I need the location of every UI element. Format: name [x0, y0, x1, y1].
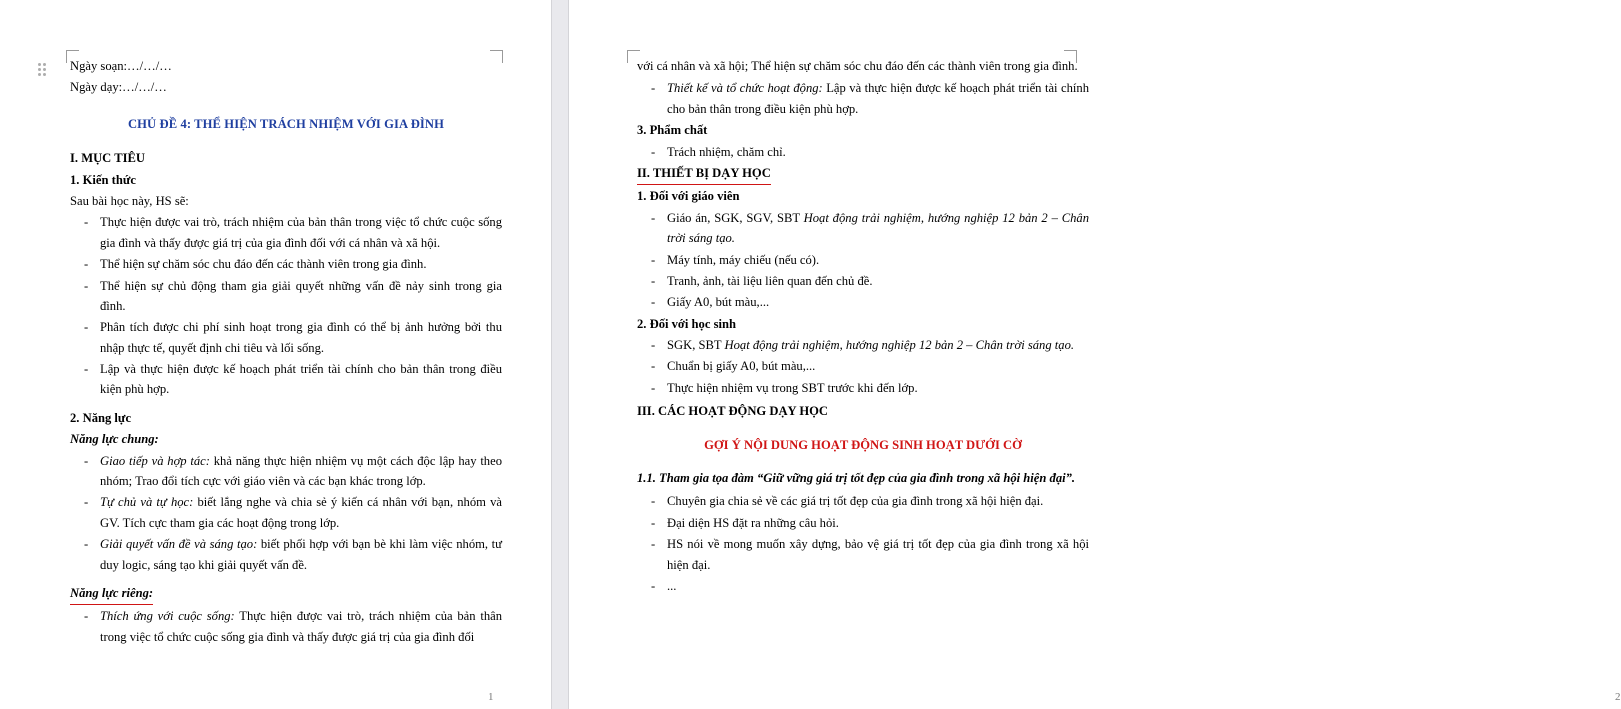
list-item [637, 250, 1089, 270]
subsection-heading-nang-luc: 2. Năng lực [70, 410, 132, 425]
list-item: - Thực hiện được vai trò, trách nhiệm của bản thân trong việc tổ chức cuộc sống gia đình và thấy được giá trị của gia đình đối với cá nhân và xã hội. [70, 212, 502, 253]
section-heading-thiet-bi [637, 163, 1089, 185]
item-italic: Hoạt động trải nghiệm, hướng nghiệp 12 bản 2 – Chân trời sáng tạo. [667, 210, 1089, 246]
competency-name: Tự chủ và tự học: [100, 495, 194, 510]
competency-name: Thích ứng với cuộc sống: [100, 609, 235, 624]
kien-thuc-list [70, 212, 502, 400]
list-item [637, 208, 1089, 249]
page-gutter [551, 0, 569, 709]
list-item: - Lập và thực hiện được kế hoạch phát triển tài chính cho bản thân trong điều kiện phù hợp. [70, 359, 502, 400]
item-plain: Chuẩn bị giấy A0, bút màu,... [667, 359, 816, 374]
competency-text: khả năng thực hiện nhiệm vụ một cách độc lập hay theo nhóm; Trao đổi tích cực với giáo viên và các bạn khác trong lớp. [100, 453, 502, 489]
item-plain: Thực hiện nhiệm vụ trong SBT trước khi đến lớp. [667, 380, 918, 395]
subsection-heading-pham-chat: 3. Phẩm chất [637, 123, 708, 138]
list-item: - Thể hiện sự chăm sóc chu đáo đến các thành viên trong gia đình. [70, 254, 502, 274]
item-plain: Giấy A0, bút màu,... [667, 295, 770, 310]
list-item: - Đại diện HS đặt ra những câu hỏi. [637, 513, 1089, 533]
pham-chat-list [637, 142, 1089, 162]
document-page-1 [0, 0, 559, 709]
list-item [70, 451, 502, 492]
competency-text: Thực hiện được vai trò, trách nhiệm của bản thân trong việc tổ chức cuộc sống gia đình và thấy được giá trị của gia đình đối [100, 609, 503, 644]
drag-handle-icon[interactable] [38, 63, 49, 76]
section-heading-muc-tieu: I. MỤC TIÊU [70, 151, 145, 166]
page-title: CHỦ ĐỀ 4: THỂ HIỆN TRÁCH NHIỆM VỚI GIA ĐÌNH [127, 116, 445, 131]
competency-text: biết phối hợp với bạn bè khi làm việc nhóm, tư duy logic, sáng tạo khi giải quyết vấn đề. [100, 537, 502, 572]
item-plain: SGK, SBT [667, 338, 725, 353]
item-plain: Máy tính, máy chiếu (nếu có). [667, 252, 820, 267]
label-nang-luc-chung: Năng lực chung: [70, 432, 159, 447]
list-item: - Trách nhiệm, chăm chỉ. [637, 142, 1089, 162]
list-item [637, 271, 1089, 291]
list-item [637, 356, 1089, 376]
competency-name: Giao tiếp và hợp tác: [100, 453, 210, 468]
label-nang-luc-rieng [70, 583, 502, 605]
label-nang-luc-rieng-text: Năng lực riêng: [70, 583, 153, 605]
page-2-body [637, 56, 1089, 597]
page-1-body [70, 56, 502, 648]
document-page-2 [559, 0, 1621, 709]
competency-text: biết lắng nghe và chia sẻ ý kiến cá nhân với bạn, nhóm và GV. Tích cực tham gia các hoạt động trong lớp. [100, 495, 502, 530]
nang-luc-rieng-list [70, 606, 502, 647]
student-equipment-list [637, 335, 1089, 398]
continued-list [637, 78, 1089, 119]
competency-name: Giải quyết vấn đề và sáng tạo: [100, 537, 258, 552]
page-number: 2 [1615, 691, 1621, 703]
section-heading-hoat-dong: III. CÁC HOẠT ĐỘNG DẠY HỌC [637, 404, 829, 419]
list-item [637, 292, 1089, 312]
list-item: - ... [637, 576, 1089, 596]
activity-banner: GỢI Ý NỘI DUNG HOẠT ĐỘNG SINH HOẠT DƯỚI CỜ [704, 437, 1022, 452]
nang-luc-chung-list [70, 451, 502, 575]
activity-title: 1.1. Tham gia tọa đàm “Giữ vững giá trị tốt đẹp của gia đình trong xã hội hiện đại”. [637, 471, 1076, 486]
list-item [637, 78, 1089, 119]
lead-text: Sau bài học này, HS sẽ: [70, 193, 189, 208]
list-item [70, 534, 502, 575]
section-heading-thiet-bi-text: II. THIẾT BỊ DẠY HỌC [637, 163, 771, 185]
list-item [637, 335, 1089, 355]
teacher-equipment-list [637, 208, 1089, 313]
activity-list [637, 491, 1089, 596]
item-plain: Giáo án, SGK, SGV, SBT [667, 210, 804, 225]
item-plain: Tranh, ảnh, tài liệu liên quan đến chủ đề. [667, 273, 873, 288]
subsection-heading-giao-vien: 1. Đối với giáo viên [637, 189, 740, 204]
competency-name: Thiết kế và tổ chức hoạt động: [667, 81, 823, 96]
soan-date-line: Ngày soạn:…/…/… [70, 59, 172, 73]
list-item [637, 378, 1089, 398]
continued-text: với cá nhân và xã hội; Thể hiện sự chăm sóc chu đáo đến các thành viên trong gia đình. [637, 59, 1078, 73]
day-date-line: Ngày dạy:…/…/… [70, 80, 167, 95]
competency-text: Lập và thực hiện được kế hoạch phát triển tài chính cho bản thân trong điều kiện phù hợp. [667, 81, 1089, 116]
list-item: - Thể hiện sự chủ động tham gia giải quyết những vấn đề nảy sinh trong gia đình. [70, 276, 502, 317]
page-number: 1 [488, 691, 494, 703]
subsection-heading-kien-thuc: 1. Kiến thức [70, 172, 136, 187]
list-item [70, 492, 502, 533]
list-item: - Chuyên gia chia sẻ về các giá trị tốt đẹp của gia đình trong xã hội hiện đại. [637, 491, 1089, 511]
subsection-heading-hoc-sinh: 2. Đối với học sinh [637, 316, 736, 331]
item-italic: Hoạt động trải nghiệm, hướng nghiệp 12 bản 2 – Chân trời sáng tạo. [724, 338, 1075, 353]
list-item: - Phân tích được chi phí sinh hoạt trong gia đình có thể bị ảnh hưởng bởi thu nhập thực tế, quyết định chi tiêu và lối sống. [70, 317, 502, 358]
list-item: - HS nói về mong muốn xây dựng, bảo vệ giá trị tốt đẹp của gia đình trong xã hội hiện đại. [637, 534, 1089, 575]
list-item [70, 606, 502, 647]
